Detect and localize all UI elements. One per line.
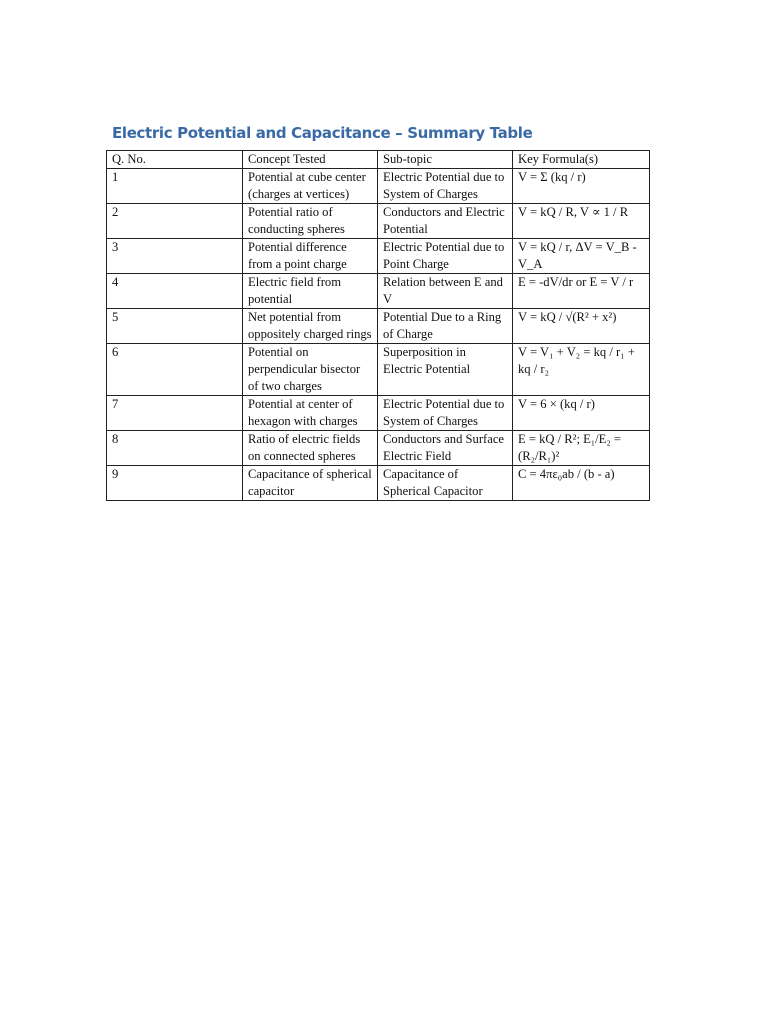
header-cell-concept: Concept Tested xyxy=(243,151,378,169)
cell-subtopic: Electric Potential due to System of Charges xyxy=(378,169,513,204)
cell-q-no: 1 xyxy=(107,169,243,204)
table-row xyxy=(107,344,650,396)
cell-q-no: 2 xyxy=(107,204,243,239)
table-row xyxy=(107,169,650,204)
cell-q-no: 7 xyxy=(107,396,243,431)
cell-subtopic: Electric Potential due to Point Charge xyxy=(378,239,513,274)
cell-q-no: 6 xyxy=(107,344,243,396)
table-row xyxy=(107,239,650,274)
table-row xyxy=(107,204,650,239)
table-row xyxy=(107,274,650,309)
cell-q-no: 4 xyxy=(107,274,243,309)
cell-subtopic: Conductors and Surface Electric Field xyxy=(378,431,513,466)
table-row xyxy=(107,466,650,501)
cell-concept: Potential at cube center (charges at vertices) xyxy=(243,169,378,204)
cell-subtopic: Superposition in Electric Potential xyxy=(378,344,513,396)
header-cell-formula: Key Formula(s) xyxy=(513,151,650,169)
table-row xyxy=(107,309,650,344)
cell-concept: Potential difference from a point charge xyxy=(243,239,378,274)
cell-formula: V = 6 × (kq / r) xyxy=(513,396,650,431)
cell-concept: Capacitance of spherical capacitor xyxy=(243,466,378,501)
table-row xyxy=(107,431,650,466)
cell-q-no: 9 xyxy=(107,466,243,501)
cell-concept: Ratio of electric fields on connected spheres xyxy=(243,431,378,466)
cell-formula: E = kQ / R²; E₁/E₂ = (R₂/R₁)² xyxy=(513,431,650,466)
summary-table xyxy=(106,150,650,501)
cell-subtopic: Capacitance of Spherical Capacitor xyxy=(378,466,513,501)
cell-concept: Potential at center of hexagon with charges xyxy=(243,396,378,431)
cell-formula: C = 4πε₀ab / (b - a) xyxy=(513,466,650,501)
cell-formula: V = V₁ + V₂ = kq / r₁ + kq / r₂ xyxy=(513,344,650,396)
cell-q-no: 5 xyxy=(107,309,243,344)
table-header-row xyxy=(107,151,650,169)
header-cell-subtopic: Sub-topic xyxy=(378,151,513,169)
cell-formula: V = kQ / r, ΔV = V_B - V_A xyxy=(513,239,650,274)
table-row xyxy=(107,396,650,431)
cell-subtopic: Electric Potential due to System of Charges xyxy=(378,396,513,431)
cell-subtopic: Relation between E and V xyxy=(378,274,513,309)
cell-q-no: 8 xyxy=(107,431,243,466)
cell-subtopic: Potential Due to a Ring of Charge xyxy=(378,309,513,344)
cell-concept: Potential ratio of conducting spheres xyxy=(243,204,378,239)
cell-formula: V = Σ (kq / r) xyxy=(513,169,650,204)
cell-formula: V = kQ / R, V ∝ 1 / R xyxy=(513,204,650,239)
cell-subtopic: Conductors and Electric Potential xyxy=(378,204,513,239)
cell-concept: Net potential from oppositely charged rings xyxy=(243,309,378,344)
cell-concept: Potential on perpendicular bisector of two charges xyxy=(243,344,378,396)
cell-q-no: 3 xyxy=(107,239,243,274)
cell-concept: Electric field from potential xyxy=(243,274,378,309)
cell-formula: E = -dV/dr or E = V / r xyxy=(513,274,650,309)
cell-formula: V = kQ / √(R² + x²) xyxy=(513,309,650,344)
document-title: Electric Potential and Capacitance – Summary Table xyxy=(112,124,533,142)
header-cell-q-no: Q. No. xyxy=(107,151,243,169)
